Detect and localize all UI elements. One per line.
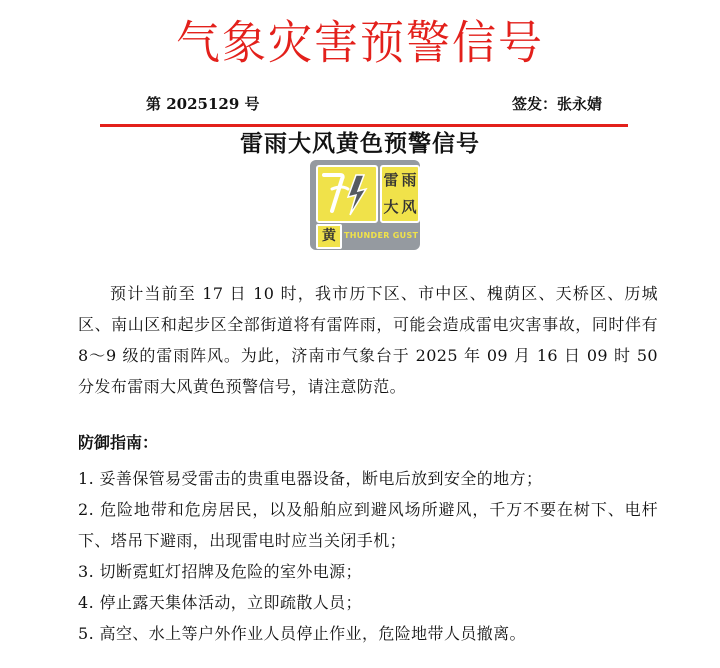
list-item: 4. 停止露天集体活动，立即疏散人员； bbox=[78, 593, 362, 612]
lightning-wind-icon bbox=[316, 165, 378, 223]
issue-number: 第 2025129 号 bbox=[146, 95, 260, 113]
badge-characters bbox=[380, 165, 420, 223]
thunderstorm-gale-yellow-icon bbox=[310, 160, 420, 250]
guide-list bbox=[78, 463, 658, 649]
list-item: 5. 高空、水上等户外作业人员停止作业，危险地带人员撤离。 bbox=[78, 624, 526, 643]
signal-title: 雷雨大风黄色预警信号 bbox=[240, 130, 480, 157]
guide-heading: 防御指南： bbox=[78, 433, 159, 452]
list-item: 1. 妥善保管易受雷击的贵重电器设备，断电后放到安全的地方； bbox=[78, 469, 543, 488]
signer: 签发：张永婧 bbox=[511, 95, 602, 113]
red-divider bbox=[100, 124, 628, 127]
issue-row bbox=[146, 94, 602, 114]
lightning-bolt-icon bbox=[318, 167, 376, 221]
document-title: 气象灾害预警信号 bbox=[176, 16, 544, 71]
badge-char: 雷 bbox=[383, 171, 399, 189]
badge-char: 雨 bbox=[401, 171, 417, 189]
badge-char: 大 bbox=[383, 198, 399, 216]
badge-english: THUNDER GUST bbox=[344, 231, 419, 240]
forecast-paragraph: 预计当前至 17 日 10 时，我市历下区、市中区、槐荫区、天桥区、历城区、南山区和起步区全部街道将有雷阵雨，可能会造成雷电灾害事故，同时伴有 8～9 级的雷雨阵风。为此，济南市气象台于 2025 年 09 月 16 日 09 时 50 分发布雷雨大风黄色预警信号，请注意防范。 bbox=[78, 284, 658, 396]
list-item: 2. 危险地带和危房居民，以及船舶应到避风场所避风，千万不要在树下、电杆下、塔吊下避雨，出现雷电时应当关闭手机； bbox=[78, 500, 658, 550]
list-item: 3. 切断霓虹灯招牌及危险的室外电源； bbox=[78, 562, 362, 581]
badge-level: 黄 bbox=[316, 224, 342, 249]
badge-char: 风 bbox=[401, 198, 417, 216]
